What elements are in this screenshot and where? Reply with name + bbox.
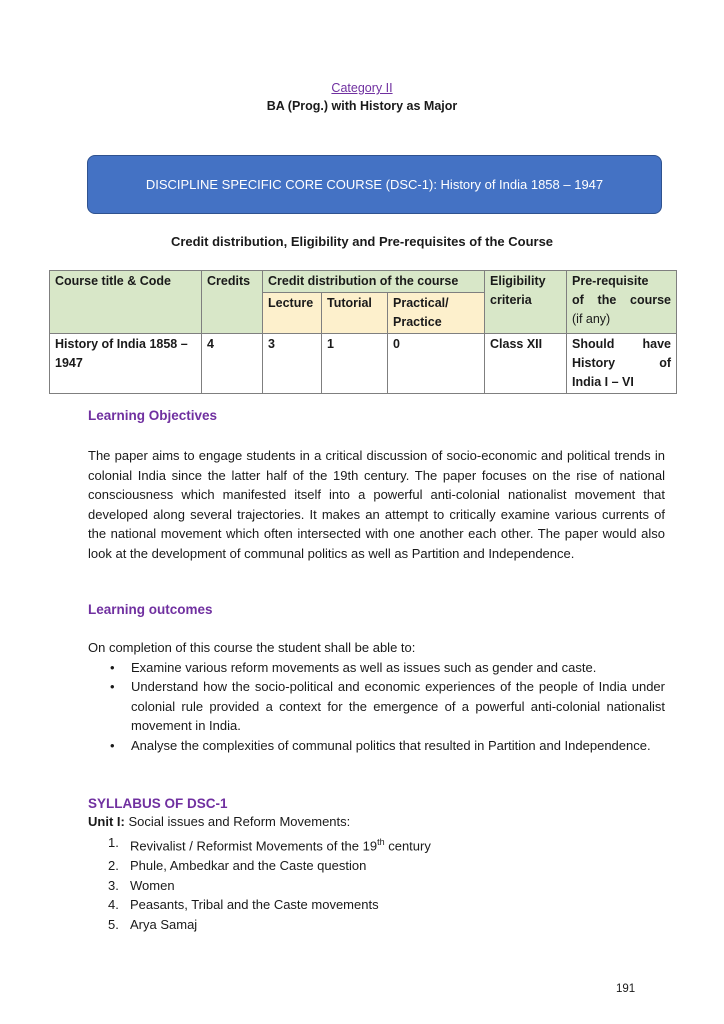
header-prerequisite-line1: Pre-requisite — [572, 274, 649, 288]
item-text: Revivalist / Reformist Movements of the 19 — [130, 838, 378, 854]
cell-prereq-line1 — [572, 335, 671, 354]
programme-subtitle: BA (Prog.) with History as Major — [266, 99, 458, 113]
syllabus-heading: SYLLABUS OF DSC-1 — [88, 796, 228, 811]
category-label: Category II — [331, 81, 393, 95]
credit-table-title: Credit distribution, Eligibility and Pre-requisites of the Course — [170, 234, 554, 249]
outcomes-intro: On completion of this course the student shall be able to: — [88, 640, 416, 655]
header-eligibility-line1: Eligibility — [490, 274, 546, 288]
item-number: 2. — [108, 858, 119, 874]
item-superscript: th — [377, 837, 385, 847]
item-text-tail: century — [384, 838, 431, 854]
unit-label: Unit I: — [88, 814, 125, 829]
prereq-word: Should — [572, 337, 615, 351]
page-number: 191 — [616, 983, 636, 995]
item-text: Phule, Ambedkar and the Caste question — [130, 858, 367, 874]
item-number: 3. — [108, 877, 119, 893]
header-prerequisite-line3: (if any) — [572, 312, 611, 326]
course-banner-text: DISCIPLINE SPECIFIC CORE COURSE (DSC-1): History of India 1858 – 1947 — [145, 177, 604, 192]
header-practical-line2: Practice — [393, 315, 442, 329]
list-item — [88, 736, 665, 756]
prereq-word: the — [597, 293, 617, 307]
prereq-word: course — [630, 293, 672, 307]
item-text: Peasants, Tribal and the Caste movements — [130, 897, 379, 913]
header-practical — [388, 293, 485, 334]
list-item — [108, 895, 431, 915]
cell-lecture: 3 — [263, 334, 322, 394]
header-eligibility-line2: criteria — [490, 293, 532, 307]
cell-credits: 4 — [202, 334, 263, 394]
bullet-icon: • — [110, 679, 115, 695]
cell-tutorial: 1 — [322, 334, 388, 394]
item-number: 4. — [108, 897, 119, 913]
header-eligibility — [485, 271, 567, 334]
header-credits: Credits — [202, 271, 263, 334]
outcome-text: Analyse the complexities of communal politics that resulted in Partition and Independence. — [131, 737, 651, 753]
list-item — [108, 856, 431, 876]
cell-prereq-line3: India I – VI — [572, 375, 634, 389]
item-text: Women — [130, 877, 175, 893]
objectives-text: The paper aims to engage students in a critical discussion of socio-economic and political trends in colonial India since the latter half of the 19th century. The paper focuses on the rise of national consciousness which manifested itself into a powerful anti-colonial nationalist movement that developed along several trajectories. It makes an attempt to critically examine various currents of the national movement which often intersected with one another each other. The paper would also look at the development of communal politics as well as Partition and Independence. — [88, 448, 665, 561]
header-practical-line1: Practical/ — [393, 296, 449, 310]
outcomes-block — [88, 638, 665, 756]
objectives-paragraph — [88, 446, 665, 564]
prereq-word: of — [659, 356, 672, 370]
bullet-icon: • — [110, 659, 115, 675]
list-item — [88, 658, 665, 678]
item-text: Arya Samaj — [130, 917, 198, 933]
outcomes-list — [88, 658, 665, 756]
list-item — [88, 677, 665, 736]
objectives-heading: Learning Objectives — [88, 408, 218, 423]
prereq-word: History — [572, 356, 616, 370]
prereq-word: of — [572, 293, 584, 307]
unit-title: Social issues and Reform Movements: — [128, 814, 351, 829]
syllabus-list — [108, 833, 431, 935]
list-item — [108, 915, 431, 935]
course-banner — [87, 155, 662, 214]
outcome-text: Examine various reform movements as well as issues such as gender and caste. — [131, 659, 597, 675]
cell-course-line1: History of India 1858 – — [55, 337, 188, 351]
outcome-text: Understand how the socio-political and economic experiences of the people of India under colonial rule provided a context for the emergence of a powerful anti-colonial nationalist movement in India. — [131, 679, 665, 734]
cell-eligibility: Class XII — [485, 334, 567, 394]
cell-practical: 0 — [388, 334, 485, 394]
bullet-icon: • — [110, 737, 115, 753]
cell-prerequisite — [567, 334, 677, 394]
credit-table — [49, 270, 677, 394]
item-number: 5. — [108, 917, 119, 933]
header-prerequisite — [567, 271, 677, 334]
cell-prereq-line2 — [572, 354, 671, 373]
cell-course-line2: 1947 — [55, 356, 83, 370]
header-prerequisite-line2 — [572, 291, 671, 310]
list-item — [108, 876, 431, 896]
header-lecture: Lecture — [263, 293, 322, 334]
outcomes-heading: Learning outcomes — [88, 602, 213, 617]
list-item — [108, 833, 431, 856]
prereq-word: have — [642, 337, 672, 351]
item-number: 1. — [108, 835, 119, 850]
header-course-title: Course title & Code — [50, 271, 202, 334]
header-tutorial: Tutorial — [322, 293, 388, 334]
cell-course-title — [50, 334, 202, 394]
header-credit-distribution: Credit distribution of the course — [263, 271, 485, 293]
unit-title-line — [88, 814, 350, 829]
